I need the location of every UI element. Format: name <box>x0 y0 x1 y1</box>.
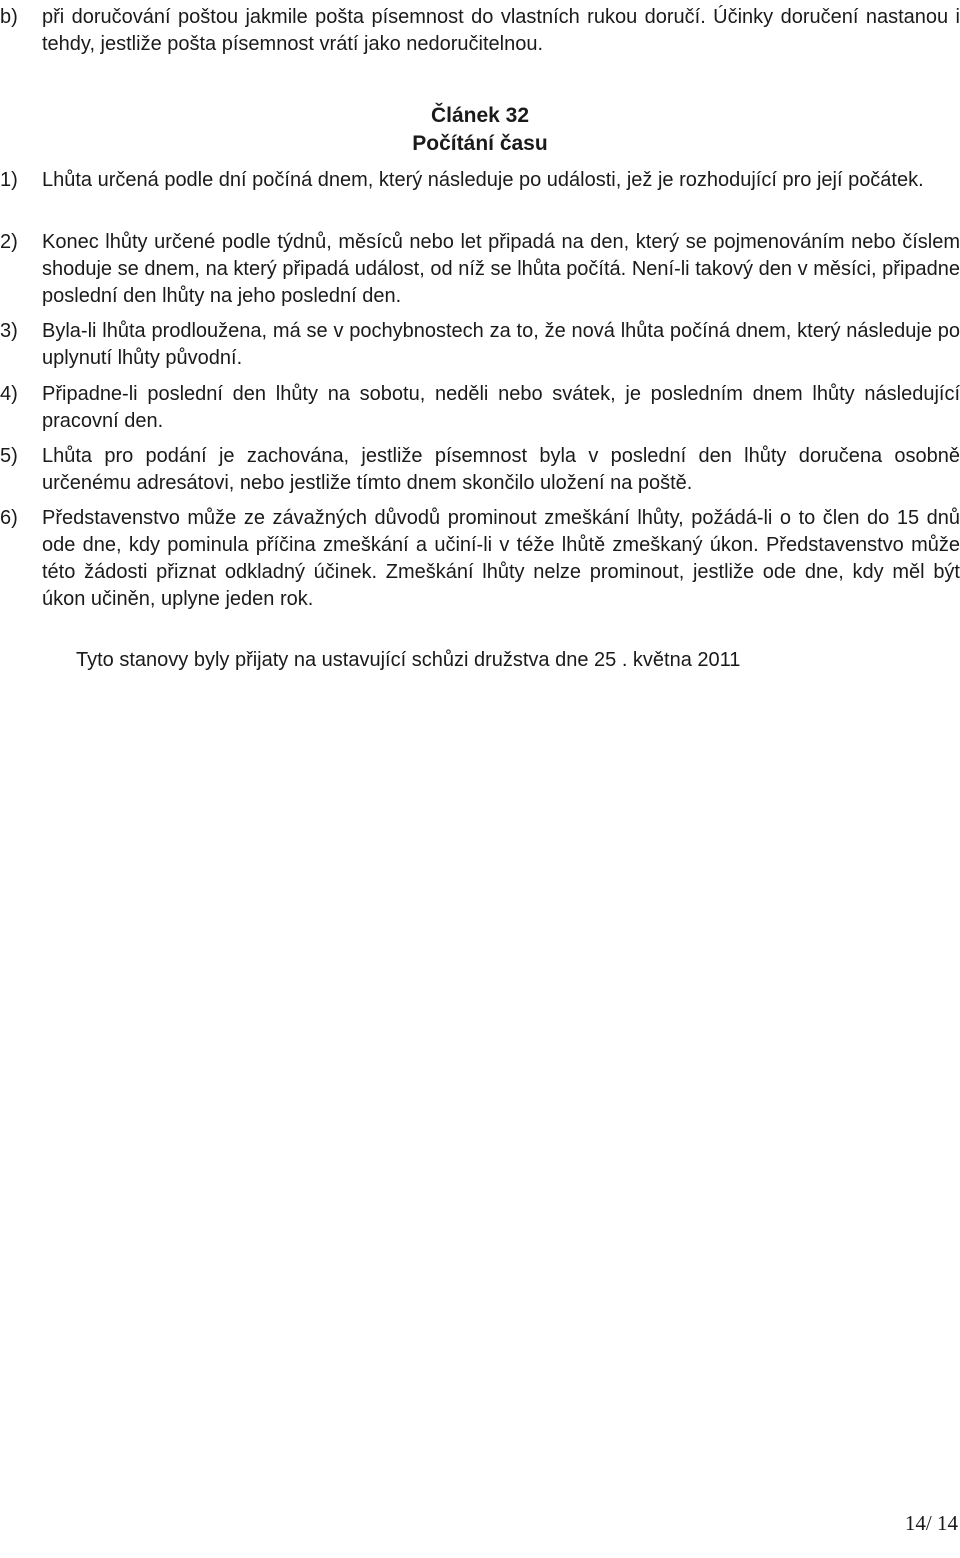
article-number-title: Článek 32 <box>430 104 530 127</box>
list-item <box>0 4 960 58</box>
intro-item-b <box>0 4 960 58</box>
item-number: 5) <box>0 445 18 467</box>
item-6 <box>0 505 960 613</box>
item-2 <box>0 229 960 310</box>
item-text: Byla-li lhůta prodloužena, má se v pochybnostech za to, že nová lhůta počíná dnem, který následuje po uplynutí lhůty původní. <box>42 320 960 369</box>
list-item <box>0 229 960 310</box>
item-1 <box>0 167 960 194</box>
item-text: při doručování poštou jakmile pošta písemnost do vlastních rukou doručí. Účinky doručení nastanou i tehdy, jestliže pošta písemnost vrátí jako nedoručitelnou. <box>42 6 960 55</box>
item-number: 2) <box>0 231 18 253</box>
list-item <box>0 318 960 372</box>
item-number: 6) <box>0 507 18 529</box>
item-number: 1) <box>0 169 18 191</box>
item-text: Konec lhůty určené podle týdnů, měsíců nebo let připadá na den, který se pojmenováním nebo číslem shoduje se dnem, na který připadá událost, od níž se lhůta počítá. Není-li takový den v měsíci, připadne poslední den lhůty na jeho poslední den. <box>42 231 960 307</box>
item-number: 3) <box>0 320 18 342</box>
list-item <box>0 505 960 613</box>
page-number: 14/ 14 <box>904 1511 958 1535</box>
article-subtitle: Počítání času <box>412 132 548 155</box>
item-number: 4) <box>0 383 18 405</box>
item-text: Připadne-li poslední den lhůty na sobotu, neděli nebo svátek, je posledním dnem lhůty následující pracovní den. <box>42 383 960 432</box>
item-text: Lhůta pro podání je zachována, jestliže písemnost byla v poslední den lhůty doručena osobně určenému adresátovi, nebo jestliže tímto dnem skončilo uložení na poště. <box>42 445 960 494</box>
item-4 <box>0 381 960 435</box>
item-3 <box>0 318 960 372</box>
item-text: Představenstvo může ze závažných důvodů prominout zmeškání lhůty, požádá-li o to člen do 15 dnů ode dne, kdy pominula příčina zmeškání a učiní-li v téže lhůtě zmeškaný úkon. Představenstvo může této žádosti přiznat odkladný účinek. Zmeškání lhůty nelze prominout, jestliže ode dne, kdy měl být úkon učiněn, uplyne jeden rok. <box>42 507 960 610</box>
list-item <box>0 381 960 435</box>
item-5 <box>0 443 960 497</box>
list-item <box>0 443 960 497</box>
item-number: b) <box>0 6 18 28</box>
item-text: Lhůta určená podle dní počíná dnem, který následuje po události, jež je rozhodující pro její počátek. <box>42 169 924 191</box>
closing-statement: Tyto stanovy byly přijaty na ustavující schůzi družstva dne 25 . května 2011 <box>76 649 741 671</box>
list-item <box>0 167 960 194</box>
